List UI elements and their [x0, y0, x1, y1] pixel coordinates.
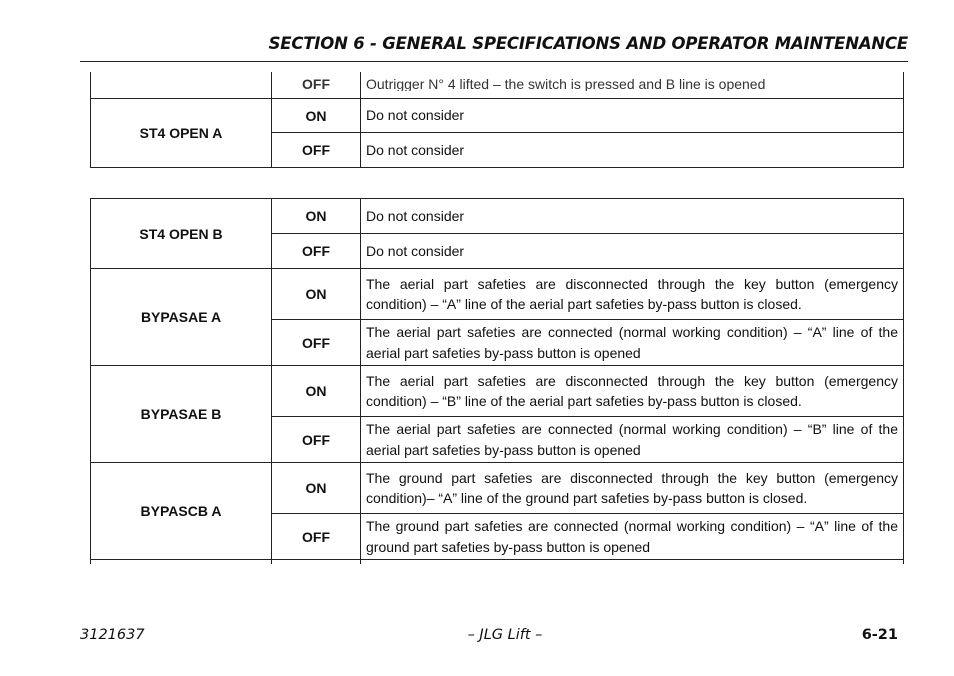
table-row [91, 463, 904, 514]
description-cell: The aerial part safeties are connected (normal working condition) – “A” line of the aerial part safeties by-pass button is opened [361, 320, 904, 366]
state-cell [272, 560, 361, 565]
table-row [91, 560, 904, 565]
description-cell: Do not consider [361, 199, 904, 234]
state-cell: OFF [272, 320, 361, 366]
state-cell: ON [272, 99, 361, 133]
table-row [91, 72, 904, 99]
section-title: SECTION 6 - GENERAL SPECIFICATIONS AND OPERATOR MAINTENANCE [268, 34, 908, 53]
state-cell: OFF [272, 72, 361, 99]
switch-name-cell: BYPASAE B [91, 366, 272, 463]
switch-name-cell: ST4 OPEN A [91, 99, 272, 168]
footer-brand: – JLG Lift – [467, 627, 543, 643]
description-cell [361, 560, 904, 565]
document-number: 3121637 [80, 627, 145, 643]
page-number: 6-21 [861, 627, 898, 643]
state-cell: OFF [272, 234, 361, 269]
description-cell: The aerial part safeties are disconnected through the key button (emergency condition) – “B” line of the aerial part safeties by-pass button is closed. [361, 366, 904, 417]
description-cell: Outrigger N° 4 lifted – the switch is pressed and B line is opened [361, 72, 904, 99]
switch-name-cell [91, 560, 272, 565]
header-divider [80, 61, 908, 62]
switch-name-cell [91, 72, 272, 99]
state-cell: ON [272, 463, 361, 514]
description-cell: The aerial part safeties are disconnected through the key button (emergency condition) – “A” line of the aerial part safeties by-pass button is closed. [361, 269, 904, 320]
state-cell: OFF [272, 417, 361, 463]
description-cell: The ground part safeties are disconnected through the key button (emergency condition)– “A” line of the ground part safeties by-pass button is closed. [361, 463, 904, 514]
state-cell: ON [272, 199, 361, 234]
switch-name-cell: ST4 OPEN B [91, 199, 272, 269]
state-cell: OFF [272, 514, 361, 560]
description-cell: The ground part safeties are connected (normal working condition) – “A” line of the ground part safeties by-pass button is opened [361, 514, 904, 560]
state-cell: OFF [272, 133, 361, 168]
switch-name-cell: BYPASCB A [91, 463, 272, 560]
switch-name-cell: BYPASAE A [91, 269, 272, 366]
table-row [91, 99, 904, 133]
state-cell: ON [272, 269, 361, 320]
description-cell: The aerial part safeties are connected (normal working condition) – “B” line of the aerial part safeties by-pass button is opened [361, 417, 904, 463]
spec-table-main [90, 198, 904, 564]
table-row [91, 269, 904, 320]
spec-table-top [90, 72, 904, 168]
table-row [91, 199, 904, 234]
state-cell: ON [272, 366, 361, 417]
description-cell: Do not consider [361, 99, 904, 133]
description-cell: Do not consider [361, 133, 904, 168]
description-cell: Do not consider [361, 234, 904, 269]
table-row [91, 366, 904, 417]
